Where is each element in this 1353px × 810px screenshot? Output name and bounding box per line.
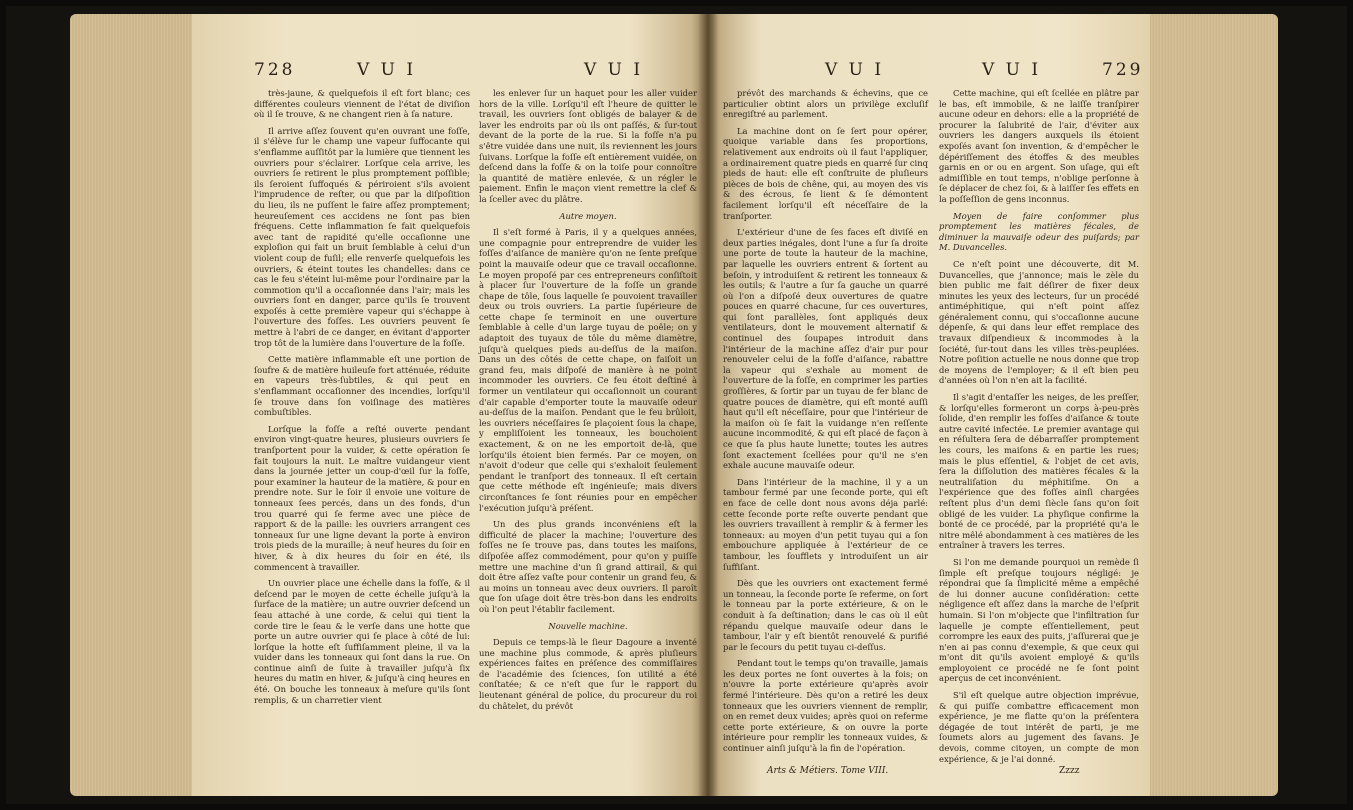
section-subtitle: Nouvelle machine. [548,620,628,631]
right-page [707,14,1150,796]
paragraph: Il s'agit d'entaſſer les neiges, de les preſſer, & lorſqu'elles formeront un corps à-peu-près ſolide, d'en remplir les foſſes d'aiſance & toute autre cavité infectée. Le premier avantage qui en réſultera ſera de débarraſſer promptement les cours, les maiſons & en partie les rues; mais le plus eſſentiel, & l'objet de cet avis, ſera la diſſolution des matières fécales & la neutraliſation du méphitiſme. On a l'expérience que des foſſes ainſi chargées reſtent plus d'un demi ſiècle ſans qu'on ſoit obligé de les vuider. La phyſique confirme la bonté de ce procédé, par la propriété qu'a le nitre mêlé abondamment à ces matières de les entraîner à travers les terres. [939,392,1139,551]
left-page-number: 728 [254,60,296,80]
paragraph: Pendant tout le temps qu'on travaille, jamais les deux portes ne ſont ouvertes à la fois; on n'ouvre la porte extérieure qu'après avoir fermé l'intérieure. Dès qu'on a retiré les deux tonneaux que les ouvriers viennent de remplir, on en remet deux vuides; après quoi on referme cette porte extérieure, & on ouvre la porte intérieure pour remplir les tonneaux vuides, & continuer ainſi juſqu'à la fin de l'opération. [723,658,928,754]
section-subtitle: Autre moyen. [559,210,617,221]
paragraph: Cette matière inflammable eſt une portion de ſoufre & de matière huileuſe fort atténuée, réduite en vapeurs très-ſubtiles, & qui peut en s'enflammant occaſionner des incendies, lorſqu'il ſe trouve dans ſon voiſinage des matières combuſtibles. [254,354,470,418]
paragraph: Depuis ce temps-là le ſieur Dagoure a inventé une machine plus commode, & après pluſieurs expériences faites en préſence des commiſſaires de l'académie des ſciences, ſon utilité a été conſtatée; & ce n'eſt que ſur le rapport du lieutenant général de police, du procureur du roi du châtelet, du prévôt [479,637,697,711]
left-page-edges [70,14,192,796]
paragraph: Un ouvrier place une échelle dans la foſſe, & il deſcend par le moyen de cette échelle juſqu'à la ſurface de la matière; un autre ouvrier deſcend un ſeau attaché à une corde, & celui qui tient la corde tire le ſeau & le verſe dans une hotte que porte un autre ouvrier qui ſe place à côté de lui: lorſque la hotte eſt ſuffiſamment pleine, il va la vuider dans les tonneaux qui ſont dans la rue. On continue ainſi de ſuite à travailler juſqu'à ſix heures du matin en hiver, & juſqu'à cinq heures en été. On bouche les tonneaux à meſure qu'ils ſont remplis, & un charretier vient [254,578,471,705]
right-running-head-2: V U I [982,60,1042,80]
paragraph: Il s'eſt formé à Paris, il y a quelques années, une compagnie pour entreprendre de vuider les foſſes d'aiſance de manière qu'on ne ſente preſque point la mauvaiſe odeur que ce travail occaſionne. Le moyen propoſé par ces entrepreneurs conſiſtoit à placer ſur l'ouverture de la foſſe un grande chape de tôle, ſous laquelle ſe pouvoient travailler deux ou trois ouvriers. La partie ſupérieure de cette chape ſe terminoit en une ouverture ſemblable à celle d'un large tuyau de poêle; on y adaptoit des tuyaux de tôle du même diamètre, juſqu'à quelques pieds au-deſſus de la maiſon. Dans un des côtés de cette chape, on faiſoit un grand feu, mais diſpoſé de manière à ne point incommoder les ouvriers. Ce feu étoit deſtiné à former un ventilateur qui occaſionnoit un courant d'air capable d'emporter toute la mauvaiſe odeur au-deſſus de la maiſon. Pendant que le feu brûloit, les ouvriers néceſſaires ſe plaçoient ſous la chape, y empliſſoient les tonneaux, les bouchoient exactement, & on ne les emportoit de-là, que lorſqu'ils étoient bien fermés. Par ce moyen, on n'avoit d'odeur que celle qui s'exhaloit ſeulement pendant le tranſport des tonneaux. Il eſt certain que cette méthode eſt ingénieuſe; mais divers circonſtances ſe ſont réunies pour en empêcher l'exécution juſqu'à préſent. [479,227,697,513]
paragraph: prévôt des marchands & échevins, que ce particulier obtint alors un privilège excluſif enregiſtré au parlement. [723,88,928,120]
paragraph: Lorſque la foſſe a reſté ouverte pendant environ vingt-quatre heures, plusieurs ouvriers ſe tranſportent pour la vuider, & cette opération ſe fait toujours la nuit. Le maître vuidangeur vient dans la journée jetter un coup-d'œil ſur la foſſe, pour examiner la hauteur de la matière, & pour en prendre note. Sur le ſoir il envoie une voiture de tonneaux ſees percés, dans un des fonds, d'un trou quarré qui ſe ferme avec une pièce de rapport & de la paille: les ouvriers arrangent ces tonneaux ſur une ligne devant la porte à environ trois pieds de la muraille; à neuf heures du ſoir en hiver, & à dix heures du ſoir en été, ils commencent à travailler. [254,423,470,572]
paragraph: Dès que les ouvriers ont exactement fermé un tonneau, la ſeconde porte ſe referme, on ſort le tonneau par la porte extérieure, & on le conduit à ſa deſtination; dans le cas où il eût répandu quelque mauvaiſe odeur dans le tambour, l'air y eſt bientôt renouvelé & purifié par le ſecours du petit tuyau ci-deſſus. [723,578,928,652]
left-running-head-1: V U I [357,60,417,80]
volume-footer: Arts & Métiers. Tome VIII. [767,766,889,776]
right-column-1 [723,88,928,758]
right-page-edges [1150,14,1278,796]
right-page-number: 729 [1102,60,1144,80]
right-column-2 [939,88,1139,764]
paragraph: Si l'on me demande pourquoi un remède ſi ſimple eſt preſque toujours négligé: je répondrai que ſa ſimplicité même a empêché de lui donner aucune conſidération: cette négligence eſt aſſez dans la marche de l'eſprit humain. Si l'on m'objecte que l'infiltration ſur laquelle je compte eſſentiellement, peut corrompre les eaux des puits, j'aſſurerai que je n'en ai pas connu d'exemple, & que ceux qui m'ont dit qu'ils avoient employé & qu'ils employoient ce procédé ne ſe ſont point aperçus de cet inconvénient. [939,556,1139,684]
signature-mark: Zzzz [1059,766,1080,776]
paragraph: Cette machine, qui eſt ſcellée en plâtre par le bas, eſt immobile, & ne laiſſe tranſpirer aucune odeur en dehors: elle a la propriété de procurer la ſalubrité de l'air, d'éviter aux ouvriers les dangers auxquels ils étoient expoſés avant ſon invention, & d'empêcher le dépériſſement des étoffes & des meubles garnis en or ou en argent. Son uſage, qui eſt admiſſible en tout temps, n'oblige perſonne à ſe déplacer de chez ſoi, & à laiſſer ſes effets en la poſſeſſion de gens inconnus. [939,88,1139,204]
paragraph: Un des plus grands inconvéniens eſt la difficulté de placer la machine; l'ouverture des foſſes ne ſe trouve pas, dans toutes les maiſons, diſpoſée aſſez commodément, pour qu'on y puiſſe mettre une machine d'un ſi grand attirail, & qui doit être aſſez vaſte pour contenir un grand feu, & au moins un tonneau avec deux ouvriers. Il paroît que ſon uſage doit être très-bon dans les endroits où l'on peut l'établir facilement. [479,519,697,614]
paragraph: Ce n'eſt point une découverte, dit M. Duvancelles, que j'annonce; mais le zèle du bien public me fait déſirer de fixer deux minutes les yeux des lecteurs, ſur un procédé antiméphitique, qui n'eſt point aſſez généralement connu, qui s'occaſionne aucune dépenſe, & qui dans leur effet remplace des travaux diſpendieux & incommodes à la ſociété, ſur-tout dans les villes très-peuplées. Notre poſition actuelle ne nous donne que trop de moyens de l'employer; & il eſt bien peu d'années où l'on n'en ait la facilité. [939,258,1139,386]
section-subtitle: Moyen de faire conſommer plus promptement les matières fécales, de diminuer la mauvaiſe odeur des puiſards; par M. Duvancelles. [939,210,1139,253]
left-page [192,14,707,796]
paragraph: S'il eſt quelque autre objection imprévue, & qui puiſſe combattre efficacement mon expérience, je me flatte qu'on la préſentera dégagée de tout intérêt de parti, je me ſoumets alors au jugement des ſavans. Je devois, comme citoyen, un compte de mon expérience, & je l'ai donné. [939,690,1139,764]
left-column-1 [254,88,470,788]
paragraph: très-jaune, & quelquefois il eſt fort blanc; ces différentes couleurs viennent de l'état de diviſion où il ſe trouve, & ne changent rien à ſa nature. [254,88,470,120]
left-running-head-2: V U I [584,60,644,80]
paragraph: les enlever ſur un haquet pour les aller vuider hors de la ville. Lorſqu'il eſt l'heure de quitter le travail, les ouvriers ſont obligés de balayer & de laver les endroits par où ils ont paſſés, & ſur-tout devant de la porte de la rue. Si la foſſe n'a pu s'être vuidée dans une nuit, ils reviennent les jours ſuivans. Lorſque la foſſe eſt entièrement vuidée, on deſcend dans la foſſe & on la toiſe pour connoître la quantité de matière enlevée, & un régler le paiement. Enfin le maçon vient remettre la clef & la ſceller avec du plâtre. [479,88,697,204]
paragraph: L'extérieur d'une de ſes faces eſt diviſé en deux parties inégales, dont l'une a ſur ſa droite une porte de toute la hauteur de la machine, par laquelle les ouvriers entrent & ſortent au beſoin, y introduiſent & retirent les tonneaux & les outils; & l'autre a ſur ſa gauche un quarré où l'on a diſpoſé deux ouvertures de quatre pouces en quarré chacune, ſur ces ouvertures, qui ſont parallèles, ſont appliqués deux ventilateurs, dont le mouvement alternatif & continuel des ſoupapes introduit dans l'intérieur de la machine aſſez d'air pur pour renouveler celui de la foſſe d'aiſance, rabattre la vapeur qui s'exhale au moment de l'ouverture de la foſſe, en comprimer les parties groſſières, & ſortir par un tuyau de fer blanc de quatre pouces de diamètre, qui eſt monté auſſi haut qu'il eſt néceſſaire, pour que l'intérieur de la maiſon où ſe fait la vuidange n'en reſſente aucune incommodité, & qui eſt placé de façon à ce que ſa plus haute lunette; toutes les autres ſont exactement ſcellées pour qu'il ne s'en exhale aucune mauvaiſe odeur. [723,227,928,471]
paragraph: La machine dont on ſe ſert pour opérer, quoique variable dans ſes proportions, relativement aux endroits où il faut l'appliquer, a ordinairement quatre pieds en quarré ſur cinq pieds de haut: elle eſt conſtruite de pluſieurs pièces de bois de chêne, qui, au moyen des vis & des écrous, ſe lient & ſe démontent facilement lorſqu'il eſt néceſſaire de la tranſporter. [723,125,928,221]
right-running-head-1: V U I [825,60,885,80]
left-column-2 [479,88,697,788]
paragraph: Dans l'intérieur de la machine, il y a un tambour fermé par une ſeconde porte, qui eſt en face de celle dont nous avons déja parlé: cette ſeconde porte reſte ouverte pendant que les ouvriers travaillent à remplir & à fermer les tonneaux: au moyen d'un petit tuyau qui a ſon embouchure appliquée à l'extérieur de ce tambour, les ſoufflets y introduiſent un air ſuffiſant. [723,476,928,572]
book-gutter [698,14,718,796]
paragraph: Il arrive aſſez ſouvent qu'en ouvrant une foſſe, il s'élève ſur le champ une vapeur ſuffocante qui s'enflamme auſſitôt par la lumière que tiennent les ouvriers pour s'éclairer. Lorſque cela arrive, les ouvriers ſe retirent le plus promptement poſſible; ils ſeroient ſuffoqués & périroient s'ils avoient l'imprudence de reſter, ou que par la diſpoſition du lieu, ils ne puſſent le faire aſſez promptement; heureuſement ces accidens ne ſont pas bien fréquens. Cette inflammation ſe fait quelquefois avec tant de rapidité qu'elle occaſionne une exploſion qui fait un bruit ſemblable à celui d'un violent coup de fuſil; elle renverſe quelquefois les ouvriers, & éteint toutes les chandelles: dans ce cas le feu s'éteint lui-même pour l'ordinaire par la commotion qu'il a occaſionnée dans l'air; mais les ouvriers ſont en danger, parce qu'ils ſe trouvent expoſés à cette première vapeur qui s'échappe à l'ouverture des foſſes. Les ouvriers peuvent ſe mettre à l'abri de ce danger, en évitant d'apporter trop tôt de la lumière dans l'ouverture de la foſſe. [254,125,470,348]
